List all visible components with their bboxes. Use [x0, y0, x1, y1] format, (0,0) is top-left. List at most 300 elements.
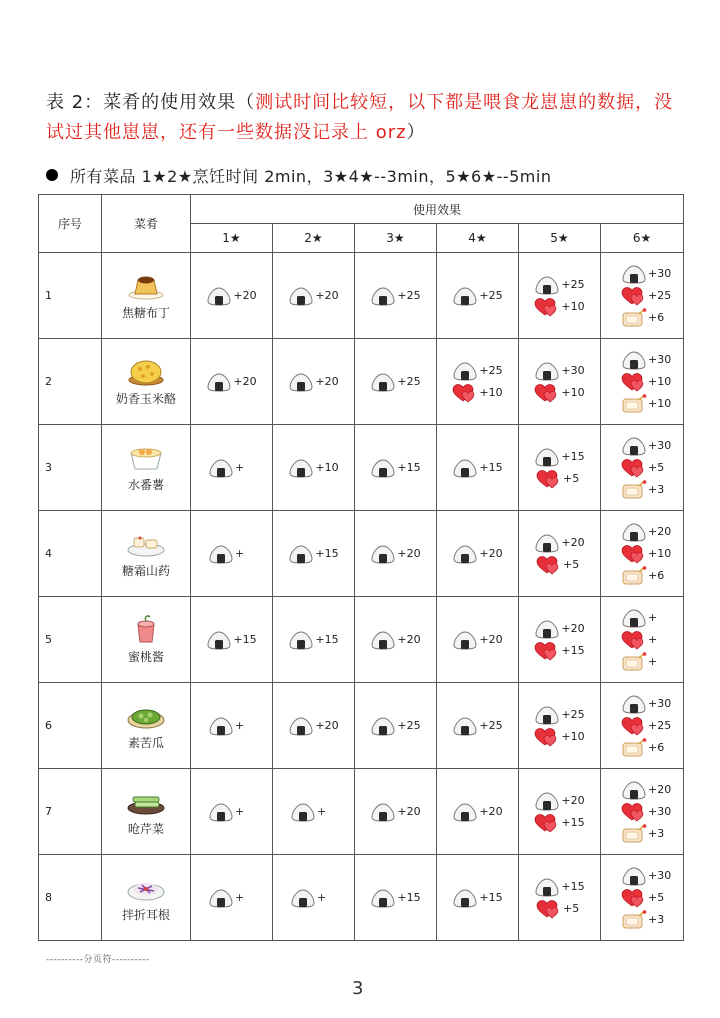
effect-value: +15 — [561, 450, 585, 463]
table-row — [39, 597, 684, 683]
effect-value: +10 — [648, 547, 672, 560]
effect-value: +25 — [397, 719, 421, 732]
effect-value: +10 — [561, 730, 585, 743]
effect-cell-4star — [437, 597, 519, 683]
effect-item — [519, 790, 600, 812]
effect-item — [519, 726, 600, 748]
rice-ball-icon — [288, 630, 314, 650]
effect-cell-5star — [519, 511, 601, 597]
rice-ball-icon — [208, 716, 234, 736]
effect-value: + — [317, 805, 327, 818]
effect-cell-3star — [355, 425, 437, 511]
effect-value: +6 — [648, 311, 665, 324]
effect-value: +15 — [561, 880, 585, 893]
effect-cell-3star — [355, 855, 437, 941]
effect-item — [601, 801, 683, 823]
effect-value: +15 — [315, 633, 339, 646]
rice-ball-icon — [288, 286, 314, 306]
effect-value: +20 — [561, 536, 585, 549]
effect-value: +30 — [648, 697, 672, 710]
table-row — [39, 855, 684, 941]
title-main: 表 2：菜肴的使用效果（ — [46, 92, 256, 113]
rice-ball-icon — [288, 458, 314, 478]
effect-cell-1star — [191, 253, 273, 339]
effect-cell-3star — [355, 683, 437, 769]
dish-cell — [102, 683, 191, 769]
effect-item — [273, 285, 354, 307]
caramel-pudding-icon — [102, 270, 190, 300]
effect-cell-4star — [437, 769, 519, 855]
effect-item — [437, 715, 518, 737]
effect-cell-4star — [437, 511, 519, 597]
effect-item — [273, 457, 354, 479]
effect-value: +10 — [315, 461, 339, 474]
effect-cell-1star — [191, 511, 273, 597]
effect-cell-4star — [437, 339, 519, 425]
effect-cell-1star — [191, 339, 273, 425]
bitter-melon-icon — [102, 700, 190, 730]
effect-value: +20 — [561, 622, 585, 635]
cooking-time-note — [46, 164, 551, 187]
effect-value: +25 — [479, 719, 503, 732]
rice-ball-icon — [534, 447, 560, 467]
page-break-marker: ----------分页符---------- — [46, 955, 150, 965]
heart-icon — [621, 458, 647, 478]
effect-item — [191, 457, 272, 479]
rice-ball-icon — [621, 350, 647, 370]
effect-item — [519, 468, 600, 490]
rice-ball-icon — [534, 877, 560, 897]
rice-ball-icon — [621, 436, 647, 456]
heart-icon — [534, 641, 560, 661]
cooking-time-text: 所有菜品 1★2★烹饪时间 2min，3★4★--3min，5★6★--5min — [70, 167, 552, 186]
dish-cell — [102, 253, 191, 339]
effect-value: +20 — [479, 805, 503, 818]
effect-value: +5 — [563, 558, 580, 571]
title-close: ） — [406, 122, 426, 143]
effect-value: +15 — [479, 891, 503, 904]
dish-cell — [102, 855, 191, 941]
rice-ball-icon — [208, 544, 234, 564]
effect-item — [601, 393, 683, 415]
header-star-2: 2★ — [273, 224, 355, 253]
effect-value: +15 — [479, 461, 503, 474]
effect-cell-2star — [273, 855, 355, 941]
effect-cell-2star — [273, 769, 355, 855]
effect-item — [601, 909, 683, 931]
effect-item — [355, 715, 436, 737]
effect-item — [601, 285, 683, 307]
frosted-yam-icon — [102, 528, 190, 558]
heart-icon — [534, 383, 560, 403]
header-star-5: 5★ — [519, 224, 601, 253]
effect-value: +25 — [479, 289, 503, 302]
effect-item — [191, 801, 272, 823]
rice-ball-icon — [452, 630, 478, 650]
header-star-3: 3★ — [355, 224, 437, 253]
effect-item — [519, 554, 600, 576]
header-num: 序号 — [39, 195, 102, 253]
rice-ball-icon — [452, 286, 478, 306]
heart-icon — [621, 544, 647, 564]
effect-value: +20 — [397, 547, 421, 560]
rice-ball-icon — [370, 458, 396, 478]
rice-ball-icon — [208, 458, 234, 478]
effect-value: +20 — [648, 525, 672, 538]
rice-ball-icon — [621, 694, 647, 714]
effect-item — [601, 543, 683, 565]
page-number: 3 — [352, 978, 364, 999]
effect-cell-1star — [191, 855, 273, 941]
houttuynia-salad-icon — [102, 872, 190, 902]
sweet-potato-soup-icon — [102, 442, 190, 472]
effect-value: +5 — [648, 891, 665, 904]
effect-item — [519, 898, 600, 920]
effect-value: + — [317, 891, 327, 904]
effect-item — [601, 693, 683, 715]
bottle-icon — [621, 910, 647, 930]
effect-value: +5 — [648, 461, 665, 474]
rice-ball-icon — [288, 544, 314, 564]
effect-value: +30 — [648, 353, 672, 366]
effect-value: +20 — [315, 719, 339, 732]
bottle-icon — [621, 308, 647, 328]
effect-value: + — [235, 891, 245, 904]
effect-item — [355, 543, 436, 565]
effect-cell-3star — [355, 511, 437, 597]
effect-cell-5star — [519, 253, 601, 339]
effect-cell-3star — [355, 769, 437, 855]
effect-value: +6 — [648, 741, 665, 754]
effect-cell-4star — [437, 855, 519, 941]
effect-value: +10 — [561, 300, 585, 313]
header-star-6: 6★ — [601, 224, 684, 253]
celery-icon — [102, 786, 190, 816]
rice-ball-icon — [452, 888, 478, 908]
effect-cell-2star — [273, 339, 355, 425]
dish-name: 奶香玉米酪 — [115, 392, 176, 406]
effect-cell-4star — [437, 683, 519, 769]
effect-value: +30 — [648, 805, 672, 818]
heart-icon — [534, 297, 560, 317]
rice-ball-icon — [621, 866, 647, 886]
effect-item — [273, 715, 354, 737]
rice-ball-icon — [452, 458, 478, 478]
effect-item — [437, 543, 518, 565]
effect-cell-1star — [191, 769, 273, 855]
rice-ball-icon — [534, 791, 560, 811]
effect-cell-1star — [191, 425, 273, 511]
row-number: 8 — [39, 855, 102, 941]
row-number: 3 — [39, 425, 102, 511]
row-number: 6 — [39, 683, 102, 769]
effect-item — [437, 887, 518, 909]
effect-cell-6star — [601, 597, 684, 683]
effect-item — [355, 887, 436, 909]
effect-item — [601, 307, 683, 329]
effect-item — [601, 779, 683, 801]
row-number: 4 — [39, 511, 102, 597]
effect-item — [355, 801, 436, 823]
effect-value: +30 — [561, 364, 585, 377]
effect-item — [601, 435, 683, 457]
effect-item — [519, 704, 600, 726]
rice-ball-icon — [206, 630, 232, 650]
effect-value: +20 — [561, 794, 585, 807]
effect-value: +25 — [648, 289, 672, 302]
effect-cell-4star — [437, 253, 519, 339]
effect-item — [601, 565, 683, 587]
effect-value: +20 — [397, 633, 421, 646]
heart-icon — [536, 469, 562, 489]
effect-value: + — [235, 719, 245, 732]
table-body — [39, 253, 684, 941]
header-dish: 菜肴 — [102, 195, 191, 253]
dish-name: 水番薯 — [127, 478, 164, 492]
dish-name: 素苦瓜 — [127, 736, 164, 750]
rice-ball-icon — [208, 802, 234, 822]
rice-ball-icon — [288, 372, 314, 392]
row-number: 5 — [39, 597, 102, 683]
header-star-4: 4★ — [437, 224, 519, 253]
effect-cell-2star — [273, 597, 355, 683]
effect-cell-3star — [355, 253, 437, 339]
heart-icon — [536, 899, 562, 919]
effect-item — [519, 274, 600, 296]
effect-item — [273, 543, 354, 565]
rice-ball-icon — [621, 522, 647, 542]
effect-cell-3star — [355, 339, 437, 425]
table-row — [39, 425, 684, 511]
effect-item — [355, 629, 436, 651]
rice-ball-icon — [534, 533, 560, 553]
effect-value: +30 — [648, 869, 672, 882]
heart-icon — [621, 716, 647, 736]
effect-value: +10 — [648, 375, 672, 388]
effect-item — [601, 479, 683, 501]
rice-ball-icon — [370, 286, 396, 306]
effect-cell-2star — [273, 683, 355, 769]
effect-value: +20 — [479, 547, 503, 560]
effect-cell-2star — [273, 425, 355, 511]
effect-cell-1star — [191, 683, 273, 769]
effect-item — [519, 640, 600, 662]
table-title — [46, 88, 686, 148]
dish-cell — [102, 339, 191, 425]
effect-item — [601, 607, 683, 629]
effect-item — [519, 296, 600, 318]
effect-value: +30 — [648, 267, 672, 280]
effect-item — [601, 887, 683, 909]
effect-item — [191, 715, 272, 737]
effect-item — [191, 543, 272, 565]
effect-value: +20 — [397, 805, 421, 818]
effect-value: +15 — [561, 644, 585, 657]
effect-value: +30 — [648, 439, 672, 452]
corn-cheese-icon — [102, 356, 190, 386]
rice-ball-icon — [206, 286, 232, 306]
effect-value: + — [235, 461, 245, 474]
effect-value: +25 — [648, 719, 672, 732]
effect-value: +15 — [397, 891, 421, 904]
dish-name: 呛芹菜 — [127, 822, 164, 836]
effect-item — [273, 801, 354, 823]
bottle-icon — [621, 652, 647, 672]
effect-item — [519, 446, 600, 468]
effect-value: +10 — [648, 397, 672, 410]
effect-value: +25 — [561, 278, 585, 291]
effect-value: +3 — [648, 827, 665, 840]
heart-icon — [621, 802, 647, 822]
effect-item — [601, 737, 683, 759]
rice-ball-icon — [370, 630, 396, 650]
effect-value: +15 — [315, 547, 339, 560]
rice-ball-icon — [621, 608, 647, 628]
effect-item — [519, 876, 600, 898]
effect-item — [191, 285, 272, 307]
effect-item — [601, 371, 683, 393]
heart-icon — [621, 286, 647, 306]
effect-value: +3 — [648, 483, 665, 496]
effect-value: + — [235, 547, 245, 560]
effect-value: +10 — [479, 386, 503, 399]
dish-name: 蜜桃酱 — [127, 650, 164, 664]
rice-ball-icon — [290, 888, 316, 908]
heart-icon — [534, 727, 560, 747]
rice-ball-icon — [534, 361, 560, 381]
rice-ball-icon — [370, 372, 396, 392]
effect-item — [437, 629, 518, 651]
effect-value: +25 — [397, 289, 421, 302]
rice-ball-icon — [290, 802, 316, 822]
bottle-icon — [621, 738, 647, 758]
header-effect: 使用效果 — [191, 195, 684, 224]
row-number: 1 — [39, 253, 102, 339]
effect-value: +20 — [315, 375, 339, 388]
row-number: 7 — [39, 769, 102, 855]
rice-ball-icon — [534, 619, 560, 639]
peach-jam-icon — [102, 614, 190, 644]
rice-ball-icon — [621, 780, 647, 800]
effect-item — [191, 371, 272, 393]
effect-cell-6star — [601, 683, 684, 769]
effect-item — [519, 618, 600, 640]
effect-item — [273, 371, 354, 393]
dish-effect-table — [38, 194, 684, 941]
effect-item — [601, 651, 683, 673]
effect-value: + — [235, 805, 245, 818]
effect-item — [519, 360, 600, 382]
dish-name: 拌折耳根 — [121, 908, 170, 922]
effect-cell-2star — [273, 511, 355, 597]
heart-icon — [621, 372, 647, 392]
dish-name: 糖霜山药 — [121, 564, 170, 578]
rice-ball-icon — [370, 802, 396, 822]
effect-cell-5star — [519, 769, 601, 855]
rice-ball-icon — [452, 802, 478, 822]
effect-item — [601, 263, 683, 285]
rice-ball-icon — [621, 264, 647, 284]
heart-icon — [534, 813, 560, 833]
effect-value: +25 — [561, 708, 585, 721]
effect-value: +3 — [648, 913, 665, 926]
dish-cell — [102, 597, 191, 683]
effect-item — [191, 629, 272, 651]
effect-value: +15 — [233, 633, 257, 646]
effect-cell-3star — [355, 597, 437, 683]
effect-value: +5 — [563, 472, 580, 485]
table-row — [39, 339, 684, 425]
effect-value: +20 — [648, 783, 672, 796]
effect-value: + — [648, 633, 658, 646]
effect-value: +20 — [479, 633, 503, 646]
effect-item — [601, 823, 683, 845]
dish-cell — [102, 769, 191, 855]
rice-ball-icon — [288, 716, 314, 736]
rice-ball-icon — [208, 888, 234, 908]
effect-item — [519, 812, 600, 834]
effect-item — [437, 285, 518, 307]
heart-icon — [621, 630, 647, 650]
effect-item — [601, 715, 683, 737]
header-star-1: 1★ — [191, 224, 273, 253]
effect-cell-6star — [601, 253, 684, 339]
effect-item — [601, 457, 683, 479]
rice-ball-icon — [452, 716, 478, 736]
effect-item — [437, 801, 518, 823]
effect-value: + — [648, 611, 658, 624]
effect-item — [191, 887, 272, 909]
effect-cell-6star — [601, 425, 684, 511]
effect-item — [519, 382, 600, 404]
effect-value: +5 — [563, 902, 580, 915]
dish-cell — [102, 425, 191, 511]
table-row — [39, 769, 684, 855]
effect-cell-4star — [437, 425, 519, 511]
effect-item — [601, 521, 683, 543]
header-row-1 — [39, 195, 684, 224]
effect-cell-6star — [601, 339, 684, 425]
effect-item — [437, 360, 518, 382]
effect-item — [601, 629, 683, 651]
effect-item — [601, 349, 683, 371]
effect-value: +25 — [397, 375, 421, 388]
rice-ball-icon — [370, 716, 396, 736]
effect-value: +10 — [561, 386, 585, 399]
bottle-icon — [621, 566, 647, 586]
effect-cell-5star — [519, 425, 601, 511]
effect-value: +15 — [397, 461, 421, 474]
effect-item — [273, 887, 354, 909]
effect-value: + — [648, 655, 658, 668]
effect-cell-6star — [601, 511, 684, 597]
row-number: 2 — [39, 339, 102, 425]
effect-value: +20 — [315, 289, 339, 302]
bottle-icon — [621, 824, 647, 844]
rice-ball-icon — [370, 544, 396, 564]
dish-name: 焦糖布丁 — [121, 306, 170, 320]
rice-ball-icon — [534, 275, 560, 295]
effect-cell-5star — [519, 597, 601, 683]
effect-cell-5star — [519, 683, 601, 769]
effect-value: +6 — [648, 569, 665, 582]
effect-item — [355, 457, 436, 479]
rice-ball-icon — [452, 361, 478, 381]
bullet-dot-icon — [46, 169, 58, 181]
title-note: 测试时间比较短，以下都是喂食龙崽崽的数据，没试过其他崽崽，还有一些数据没记录上 orz — [46, 92, 674, 143]
bottle-icon — [621, 480, 647, 500]
effect-cell-1star — [191, 597, 273, 683]
